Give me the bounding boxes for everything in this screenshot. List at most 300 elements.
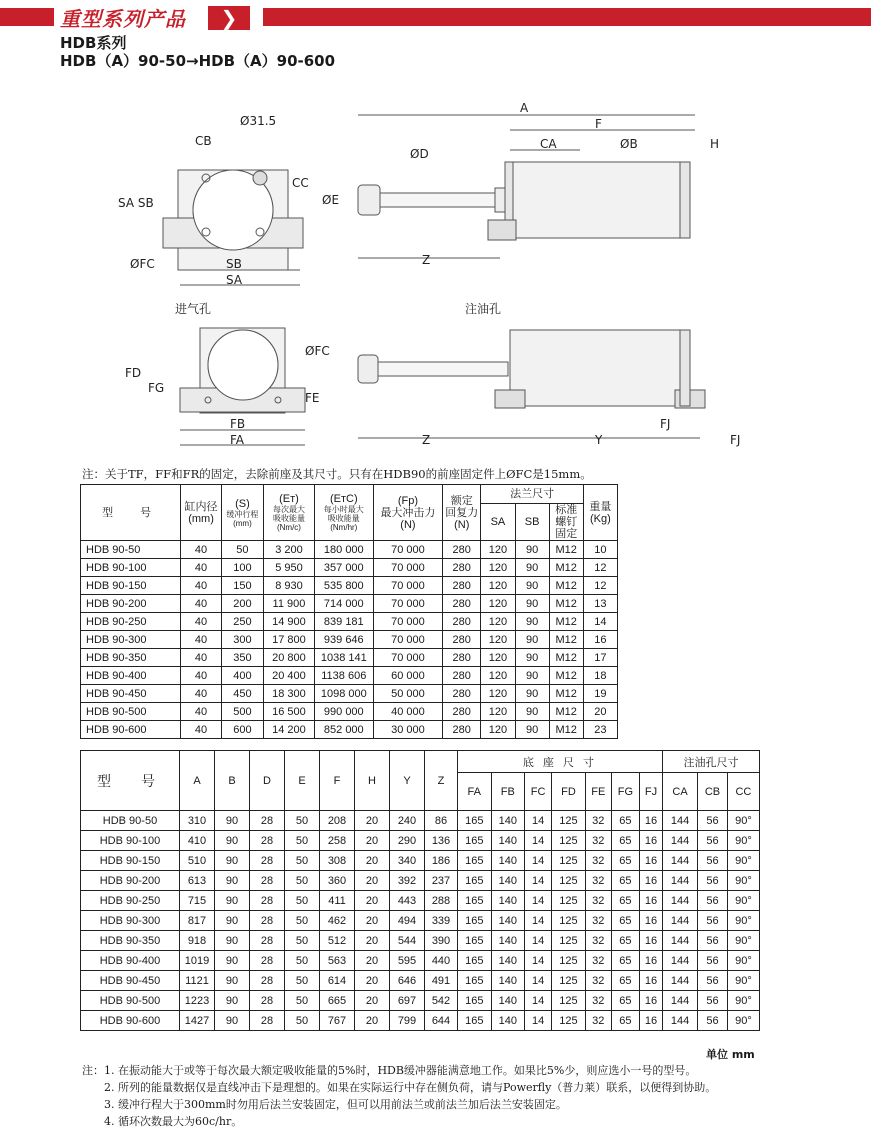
table-cell: 392 [390, 871, 425, 891]
table-cell: 16 500 [264, 703, 315, 721]
table-cell: 120 [481, 613, 515, 631]
table-cell: 28 [250, 851, 285, 871]
col-model: 型 号 [81, 485, 181, 541]
table-cell: 208 [320, 811, 355, 831]
table-cell: M12 [549, 703, 583, 721]
table-cell: 18 300 [264, 685, 315, 703]
col-fg: FG [611, 773, 639, 811]
table-cell: 1138 606 [314, 667, 373, 685]
table-cell: 90 [515, 649, 549, 667]
table-cell: 32 [585, 851, 611, 871]
table-cell: 90 [215, 831, 250, 851]
table-cell: 90 [215, 1011, 250, 1031]
table-cell: 40 [181, 613, 221, 631]
table-cell: 165 [458, 931, 492, 951]
table-cell: 12 [583, 577, 617, 595]
label-e: ØE [322, 193, 340, 207]
table-cell: 535 800 [314, 577, 373, 595]
series-range: HDB（A）90-50→HDB（A）90-600 [60, 52, 336, 70]
table-cell: 14 [583, 613, 617, 631]
table-cell: 300 [221, 631, 263, 649]
technical-drawings [100, 100, 820, 460]
table-row [81, 991, 760, 1011]
label-b: ØB [620, 137, 638, 151]
table-cell: 90 [515, 631, 549, 649]
end-view-bottom [180, 328, 305, 413]
table-cell: 70 000 [373, 541, 442, 559]
table-cell: 90° [727, 851, 759, 871]
table-cell: 28 [250, 871, 285, 891]
table-cell: 20 [355, 911, 390, 931]
table-cell: 165 [458, 811, 492, 831]
table-cell: 280 [443, 559, 481, 577]
table-cell: 90° [727, 971, 759, 991]
table-cell: 56 [698, 951, 728, 971]
table-row [81, 721, 618, 739]
table-cell: 400 [221, 667, 263, 685]
label-d315: Ø31.5 [240, 114, 277, 128]
col-etc [314, 485, 373, 541]
table-cell: 20 [355, 991, 390, 1011]
table-cell: 17 800 [264, 631, 315, 649]
table-cell: 165 [458, 951, 492, 971]
table-cell: 90 [515, 703, 549, 721]
label-fc-top: ØFC [130, 257, 155, 271]
et-label: 每次最大 吸收能量 (Nm/c) [272, 505, 305, 532]
table-cell: HDB 90-200 [81, 871, 180, 891]
label-oil-port: 注油孔 [465, 302, 502, 316]
table-cell: 14 200 [264, 721, 315, 739]
table-cell: 542 [425, 991, 458, 1011]
table-cell: 280 [443, 577, 481, 595]
label-d: ØD [410, 147, 429, 161]
table-cell: 16 [640, 951, 663, 971]
table-cell: 16 [583, 631, 617, 649]
table-cell: 125 [552, 991, 586, 1011]
table-cell: HDB 90-150 [81, 851, 180, 871]
table-cell: 411 [320, 891, 355, 911]
table-row [81, 559, 618, 577]
table-cell: HDB 90-300 [81, 631, 181, 649]
label-z-top: Z [422, 253, 431, 267]
table-cell: M12 [549, 631, 583, 649]
col-base: 底 座 尺 寸 [458, 751, 663, 773]
table-cell: 90° [727, 871, 759, 891]
label-cb: CB [195, 134, 212, 148]
table-cell: 50 [285, 891, 320, 911]
col-y: Y [390, 751, 425, 811]
table-cell: 30 000 [373, 721, 442, 739]
table-cell: 144 [662, 911, 697, 931]
col-bolt: 标准 螺钉 固定 [549, 504, 583, 541]
table-cell: 144 [662, 891, 697, 911]
table-cell: 70 000 [373, 559, 442, 577]
table-cell: 56 [698, 931, 728, 951]
table-cell: 14 [525, 871, 552, 891]
table-cell: 90° [727, 891, 759, 911]
table-cell: 280 [443, 613, 481, 631]
table-cell: 20 800 [264, 649, 315, 667]
energy-table-body [81, 541, 618, 739]
table-cell: 50 [285, 931, 320, 951]
table-cell: 125 [552, 951, 586, 971]
table-cell: 308 [320, 851, 355, 871]
label-fj-left: FJ [660, 417, 671, 431]
label-inlet: 进气孔 [175, 302, 212, 316]
table-row [81, 649, 618, 667]
table-cell: 140 [491, 991, 525, 1011]
table-cell: 144 [662, 851, 697, 871]
table-cell: 144 [662, 871, 697, 891]
table-row [81, 595, 618, 613]
footnote-2: 2. 所列的能量数据仅是直线冲击下是理想的。如果在实际运行中存在侧负荷，请与Powerfly（普力莱）联系，以便得到协助。 [104, 1081, 717, 1094]
stroke-label: 缓冲行程 (mm) [226, 509, 259, 528]
table-cell: 50 [285, 871, 320, 891]
table-cell: 16 [640, 811, 663, 831]
table-row [81, 577, 618, 595]
table-cell: 50 000 [373, 685, 442, 703]
col-fd: FD [552, 773, 586, 811]
table-row [81, 911, 760, 931]
table-cell: 28 [250, 971, 285, 991]
table-cell: 40 [181, 595, 221, 613]
table-cell: 410 [180, 831, 215, 851]
table-cell: HDB 90-300 [81, 911, 180, 931]
table-cell: HDB 90-500 [81, 703, 181, 721]
table-cell: 90 [515, 613, 549, 631]
label-a: A [520, 101, 529, 115]
table-cell: 120 [481, 595, 515, 613]
table-cell: 1098 000 [314, 685, 373, 703]
table-cell: 19 [583, 685, 617, 703]
table-cell: 140 [491, 871, 525, 891]
table-cell: 165 [458, 891, 492, 911]
table-cell: HDB 90-350 [81, 649, 181, 667]
table-cell: 100 [221, 559, 263, 577]
table-cell: 50 [285, 831, 320, 851]
col-cc: CC [727, 773, 759, 811]
table-cell: 339 [425, 911, 458, 931]
col-ca: CA [662, 773, 697, 811]
table-row [81, 951, 760, 971]
table-row [81, 931, 760, 951]
table-cell: 65 [611, 991, 639, 1011]
table-cell: 613 [180, 871, 215, 891]
table-cell: 144 [662, 971, 697, 991]
table-cell: 32 [585, 911, 611, 931]
table-cell: 614 [320, 971, 355, 991]
table-cell: 40 000 [373, 703, 442, 721]
table-cell: 990 000 [314, 703, 373, 721]
table-cell: HDB 90-450 [81, 971, 180, 991]
fp-symbol: (Fp) [397, 494, 419, 507]
table-cell: 14 [525, 991, 552, 1011]
table-row [81, 685, 618, 703]
table-cell: 3 200 [264, 541, 315, 559]
footnote-4: 4. 循环次数最大为60c/hr。 [104, 1115, 243, 1128]
label-y: Y [595, 433, 603, 447]
table-cell: 443 [390, 891, 425, 911]
col-stroke [221, 485, 263, 541]
table-cell: 767 [320, 1011, 355, 1031]
label-ca: CA [540, 137, 557, 151]
dimension-table [80, 750, 760, 1031]
table-cell: 140 [491, 971, 525, 991]
table-cell: 32 [585, 991, 611, 1011]
table-cell: HDB 90-400 [81, 667, 181, 685]
table-cell: 491 [425, 971, 458, 991]
label-sb-bottom: SB [226, 257, 242, 271]
table-cell: 510 [180, 851, 215, 871]
table-cell: 20 [355, 831, 390, 851]
table-cell: 65 [611, 811, 639, 831]
table-cell: 14 [525, 951, 552, 971]
table-cell: 56 [698, 971, 728, 991]
table-cell: 11 900 [264, 595, 315, 613]
table-cell: HDB 90-600 [81, 721, 181, 739]
table-cell: 70 000 [373, 613, 442, 631]
table-cell: 165 [458, 831, 492, 851]
table-cell: 50 [285, 991, 320, 1011]
table-cell: 23 [583, 721, 617, 739]
table-cell: 144 [662, 1011, 697, 1031]
table-cell: HDB 90-450 [81, 685, 181, 703]
table-cell: 125 [552, 1011, 586, 1031]
table-cell: 14 900 [264, 613, 315, 631]
table-row [81, 971, 760, 991]
mounting-note: 注：关于TF，FF和FR的固定，去除前座及其尺寸。只有在HDB90的前座固定件上ØFC是15mm。 [82, 467, 592, 481]
table-cell: 16 [640, 911, 663, 931]
table-cell: 20 [355, 971, 390, 991]
table-cell: 16 [640, 1011, 663, 1031]
table-cell: 90 [515, 721, 549, 739]
table-cell: 90 [515, 667, 549, 685]
etc-label: 每小时最大 吸收能量 (Nm/hr) [323, 505, 364, 532]
table-cell: M12 [549, 613, 583, 631]
table-cell: 50 [285, 971, 320, 991]
col-z: Z [425, 751, 458, 811]
table-cell: 310 [180, 811, 215, 831]
table-cell: 32 [585, 951, 611, 971]
table-cell: 280 [443, 721, 481, 739]
table-cell: 90° [727, 811, 759, 831]
table-cell: 28 [250, 951, 285, 971]
table-cell: 646 [390, 971, 425, 991]
table-cell: 1223 [180, 991, 215, 1011]
table-cell: 50 [285, 951, 320, 971]
table-cell: 150 [221, 577, 263, 595]
table-cell: 715 [180, 891, 215, 911]
table-cell: 16 [640, 871, 663, 891]
table-cell: 125 [552, 831, 586, 851]
table-cell: 250 [221, 613, 263, 631]
label-fj-right: FJ [730, 433, 741, 447]
table-row [81, 851, 760, 871]
col-fj: FJ [640, 773, 663, 811]
stroke-symbol: (S) [235, 497, 250, 510]
table-cell: 90° [727, 931, 759, 951]
series-heading [60, 34, 335, 70]
table-cell: 90° [727, 831, 759, 851]
table-cell: 494 [390, 911, 425, 931]
table-cell: 714 000 [314, 595, 373, 613]
table-cell: 280 [443, 667, 481, 685]
table-cell: 56 [698, 811, 728, 831]
table-cell: 17 [583, 649, 617, 667]
table-cell: 65 [611, 951, 639, 971]
col-f: F [320, 751, 355, 811]
table-cell: HDB 90-400 [81, 951, 180, 971]
table-cell: 32 [585, 931, 611, 951]
table-cell: 56 [698, 891, 728, 911]
table-cell: 120 [481, 577, 515, 595]
table-cell: 65 [611, 971, 639, 991]
table-cell: HDB 90-350 [81, 931, 180, 951]
table-cell: 90° [727, 951, 759, 971]
table-cell: 32 [585, 831, 611, 851]
table-cell: M12 [549, 685, 583, 703]
table-cell: HDB 90-600 [81, 1011, 180, 1031]
table-cell: M12 [549, 649, 583, 667]
table-cell: 125 [552, 971, 586, 991]
table-cell: 16 [640, 851, 663, 871]
table-cell: 90 [515, 577, 549, 595]
label-z-bottom: Z [422, 433, 431, 447]
col-fc: FC [525, 773, 552, 811]
label-fb: FB [230, 417, 246, 431]
table-cell: 280 [443, 541, 481, 559]
table-cell: 65 [611, 851, 639, 871]
table-cell: 8 930 [264, 577, 315, 595]
table-cell: 120 [481, 559, 515, 577]
table-cell: 65 [611, 871, 639, 891]
table-cell: HDB 90-500 [81, 991, 180, 1011]
table-cell: 512 [320, 931, 355, 951]
table-cell: 90° [727, 911, 759, 931]
table-cell: 125 [552, 911, 586, 931]
table-cell: HDB 90-250 [81, 891, 180, 911]
table-cell: HDB 90-250 [81, 613, 181, 631]
table-cell: 28 [250, 1011, 285, 1031]
table-row [81, 811, 760, 831]
table-row [81, 613, 618, 631]
table-cell: 290 [390, 831, 425, 851]
table-cell: 50 [285, 851, 320, 871]
table-cell: HDB 90-50 [81, 541, 181, 559]
table-cell: 918 [180, 931, 215, 951]
table-cell: 144 [662, 811, 697, 831]
table-cell: 186 [425, 851, 458, 871]
col-weight: 重量 (Kg) [583, 485, 617, 541]
label-fe: FE [305, 391, 320, 405]
table-cell: 50 [285, 811, 320, 831]
unit-label: 单位 mm [706, 1048, 755, 1061]
table-cell: 136 [425, 831, 458, 851]
table-cell: 839 181 [314, 613, 373, 631]
table-cell: 644 [425, 1011, 458, 1031]
table-cell: 14 [525, 971, 552, 991]
table-cell: 28 [250, 811, 285, 831]
table-cell: M12 [549, 541, 583, 559]
footnote-1: 注：1. 在振动能大于或等于每次最大额定吸收能量的5%时，HDB缓冲器能满意地工作。如果比5%少，则应选小一号的型号。 [82, 1064, 697, 1077]
table-cell: M12 [549, 559, 583, 577]
table-cell: 12 [583, 559, 617, 577]
table-cell: 56 [698, 991, 728, 1011]
table-row [81, 831, 760, 851]
table-cell: 90° [727, 1011, 759, 1031]
etc-symbol: (EтC) [329, 493, 358, 505]
table-cell: HDB 90-100 [81, 831, 180, 851]
table-cell: 600 [221, 721, 263, 739]
table-cell: 120 [481, 649, 515, 667]
table-cell: 90 [215, 891, 250, 911]
table-cell: 90 [215, 851, 250, 871]
table-cell: 120 [481, 667, 515, 685]
table-cell: 40 [181, 721, 221, 739]
label-fc-bottom: ØFC [305, 344, 330, 358]
table-cell: 90 [215, 951, 250, 971]
table-cell: 40 [181, 559, 221, 577]
table-cell: 32 [585, 871, 611, 891]
table-cell: 144 [662, 951, 697, 971]
col-d: D [250, 751, 285, 811]
table-cell: 14 [525, 851, 552, 871]
label-fg: FG [148, 381, 165, 395]
table-cell: 165 [458, 1011, 492, 1031]
table-cell: 500 [221, 703, 263, 721]
table-cell: HDB 90-100 [81, 559, 181, 577]
side-view-bottom [358, 330, 705, 408]
table-cell: 237 [425, 871, 458, 891]
table-cell: 462 [320, 911, 355, 931]
table-cell: 90° [727, 991, 759, 1011]
header-red-stripe-right [263, 8, 871, 26]
table-cell: M12 [549, 721, 583, 739]
table-cell: 120 [481, 703, 515, 721]
footnote-3: 3. 缓冲行程大于300mm时勿用后法兰安装固定，但可以用前法兰或前法兰加后法兰安装固定。 [104, 1098, 567, 1111]
table-cell: 32 [585, 891, 611, 911]
end-view-top [163, 170, 303, 270]
table-cell: 56 [698, 1011, 728, 1031]
table-cell: 65 [611, 891, 639, 911]
table-row [81, 667, 618, 685]
table-cell: 40 [181, 631, 221, 649]
col-oil: 注油孔尺寸 [662, 751, 759, 773]
table-cell: 5 950 [264, 559, 315, 577]
dimension-table-body [81, 811, 760, 1031]
table-cell: HDB 90-50 [81, 811, 180, 831]
table-row [81, 703, 618, 721]
label-h: H [710, 137, 720, 151]
label-fa: FA [230, 433, 245, 447]
table-cell: M12 [549, 577, 583, 595]
table-cell: 280 [443, 685, 481, 703]
table-cell: 144 [662, 831, 697, 851]
table-cell: 56 [698, 871, 728, 891]
table-cell: 165 [458, 871, 492, 891]
table-cell: 340 [390, 851, 425, 871]
table-cell: 1121 [180, 971, 215, 991]
table-cell: 28 [250, 991, 285, 1011]
table-cell: 90 [515, 541, 549, 559]
table-cell: 32 [585, 971, 611, 991]
table-cell: 125 [552, 891, 586, 911]
header-bar [0, 0, 871, 34]
col-rated: 额定 回复力 (N) [443, 485, 481, 541]
col-sa: SA [481, 504, 515, 541]
table-cell: 125 [552, 871, 586, 891]
table-cell: 14 [525, 911, 552, 931]
